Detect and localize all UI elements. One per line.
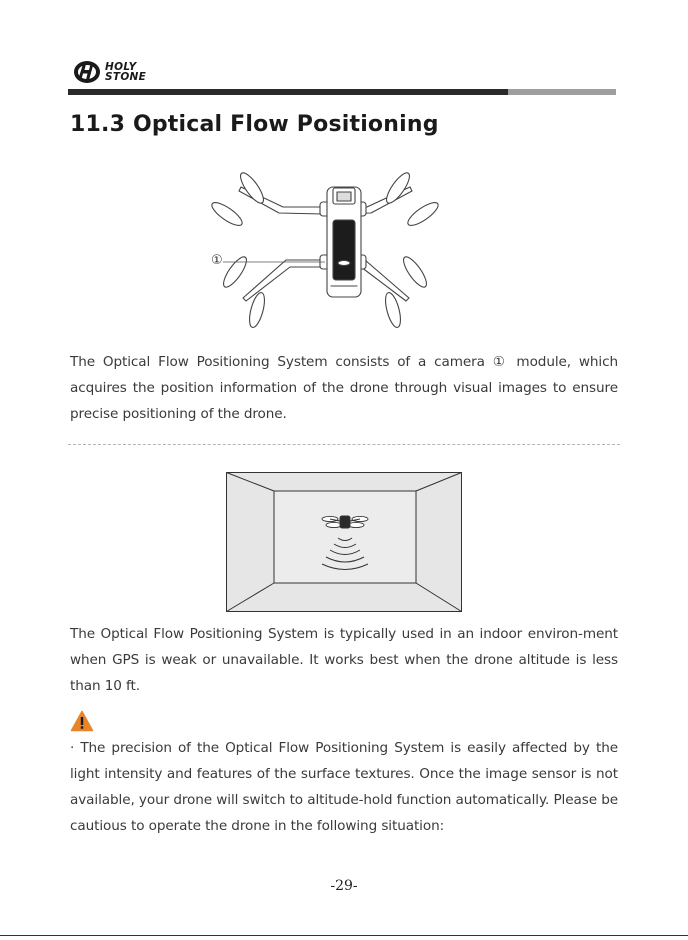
paragraph-camera-module: The Optical Flow Positioning System consists of a camera ① module, which acquires the position information of the drone through visual images to ensure precise positioning of the drone. <box>70 354 618 422</box>
section-title: 11.3 Optical Flow Positioning <box>70 112 439 137</box>
brand-name-line1: HOLY <box>105 61 137 73</box>
brand-logo <box>72 58 152 88</box>
header-rule <box>68 89 616 95</box>
indoor-room-figure <box>226 472 462 612</box>
brand-name-line2: STONE <box>105 71 147 83</box>
drone-top-view-figure <box>205 170 445 340</box>
figure-callout-1: ① <box>211 253 223 268</box>
header-rule-accent <box>508 89 616 95</box>
page-number: -29- <box>330 878 358 894</box>
section-divider <box>68 444 620 445</box>
warning-triangle-icon <box>70 710 94 732</box>
bottom-rule <box>0 935 688 936</box>
paragraph-precision-warning: · The precision of the Optical Flow Positioning System is easily affected by the light intensity and features of the surface textures. Once the image sensor is not available, your drone will switch to altitude-hold function automatically. Please be cautious to operate the drone in the following situation: <box>70 740 618 834</box>
header-rule-dark <box>68 89 508 95</box>
paragraph-indoor-usage: The Optical Flow Positioning System is typically used in an indoor environ-ment when GPS is weak or unavailable. It works best when the drone altitude is less than 10 ft. <box>70 626 618 694</box>
holy-stone-logo-icon <box>72 58 104 86</box>
